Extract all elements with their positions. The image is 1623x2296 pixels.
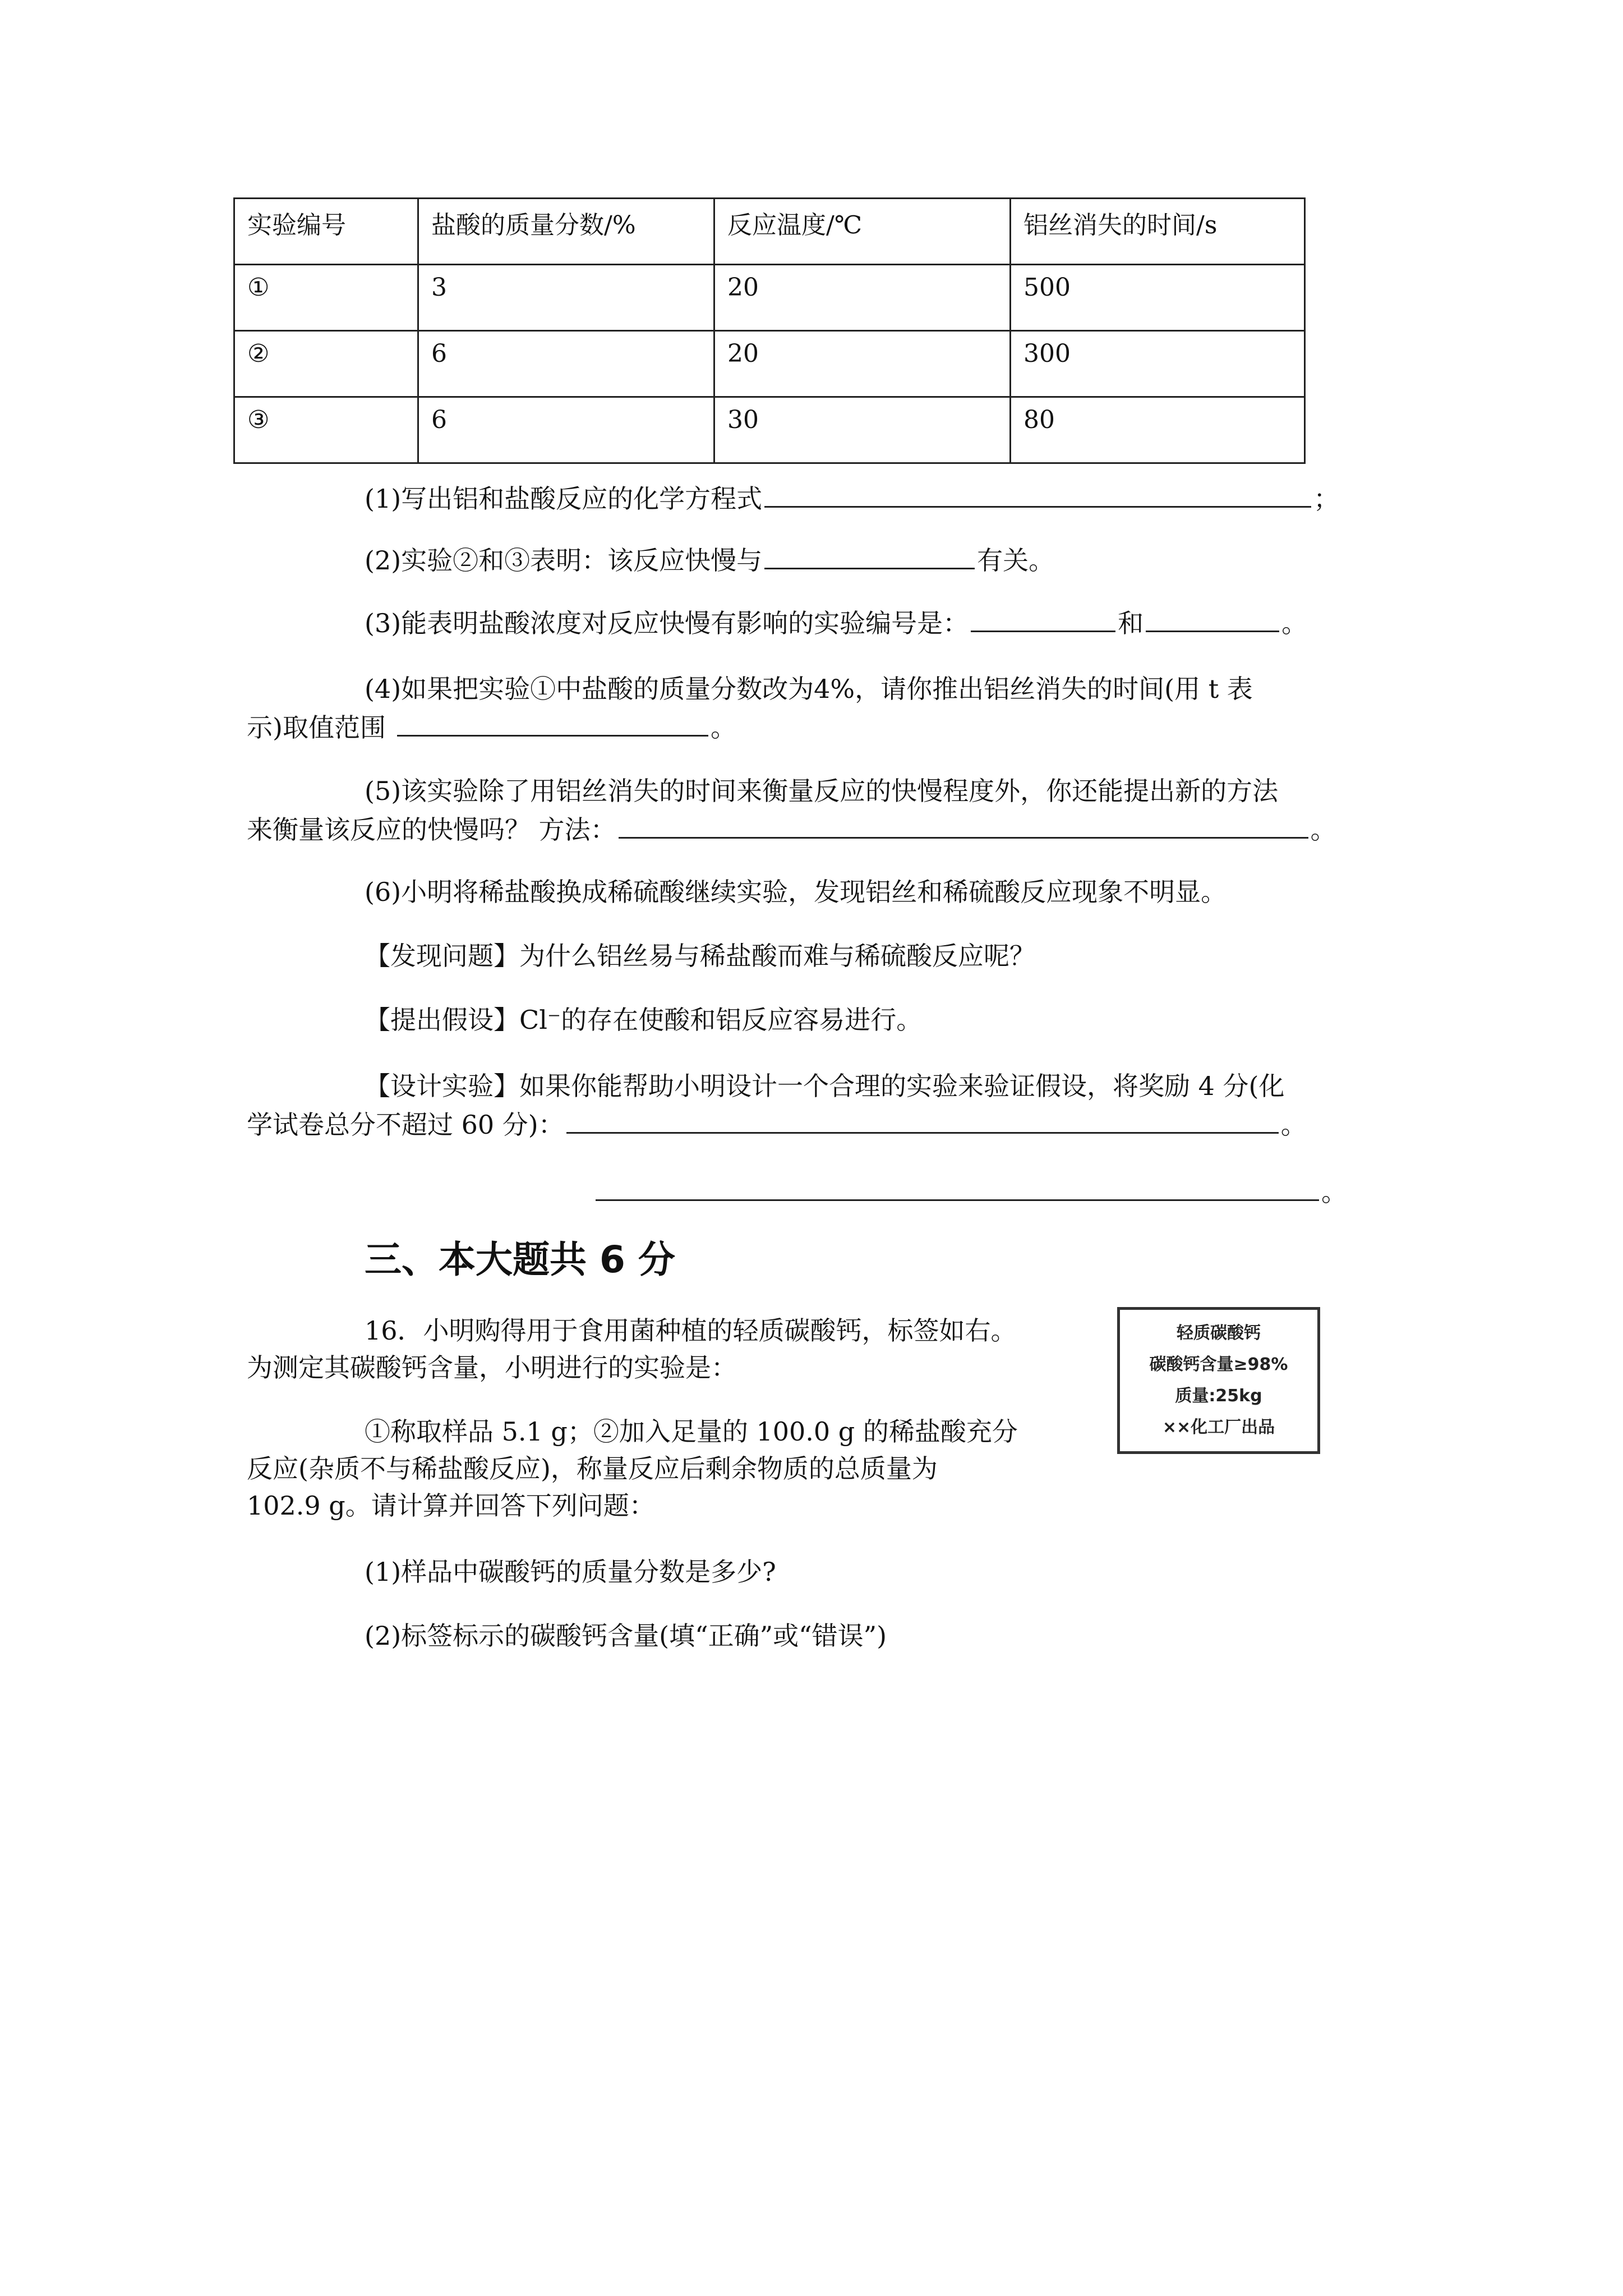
question-4-line-1: (4)如果把实验①中盐酸的质量分数改为4%，请你推出铝丝消失的时间(用 t 表 <box>365 674 1253 704</box>
table-cell: ② <box>234 331 418 397</box>
question-text: 。 <box>1310 815 1336 845</box>
table-cell: 500 <box>1011 265 1305 331</box>
table-cell: 30 <box>714 397 1011 463</box>
table-cell: 80 <box>1011 397 1305 463</box>
problem-16-line-2: 为测定其碳酸钙含量，小明进行的实验是： <box>247 1352 737 1383</box>
answer-blank[interactable] <box>397 709 708 737</box>
table-row <box>234 331 1305 397</box>
label-content: 碳酸钙含量≥98% <box>1149 1355 1288 1374</box>
question-text: ； <box>1313 484 1340 514</box>
experiment-table <box>233 197 1306 464</box>
answer-blank[interactable] <box>566 1106 1279 1134</box>
question-text: 示)取值范围 <box>247 712 386 743</box>
problem-16-sub-2: (2)标签标示的碳酸钙含量(填“正确”或“错误”) <box>365 1621 887 1651</box>
question-text: 有关。 <box>977 545 1055 576</box>
table-cell: ① <box>234 265 418 331</box>
question-text: (3)能表明盐酸浓度对反应快慢有影响的实验编号是： <box>365 608 969 638</box>
answer-blank[interactable] <box>1146 605 1279 632</box>
question-text: (1)写出铝和盐酸反应的化学方程式 <box>365 484 763 514</box>
question-text: (2)实验②和③表明：该反应快慢与 <box>365 545 763 576</box>
label-title: 轻质碳酸钙 <box>1177 1323 1261 1343</box>
find-problem: 【发现问题】为什么铝丝易与稀盐酸而难与稀硫酸反应呢？ <box>365 941 1035 971</box>
product-label <box>1117 1307 1320 1454</box>
question-2 <box>365 542 1054 577</box>
question-text: 学试卷总分不超过 60 分)： <box>247 1110 564 1140</box>
table-header-cell: 盐酸的质量分数/% <box>418 199 714 265</box>
problem-16-sub-1: (1)样品中碳酸钙的质量分数是多少? <box>365 1557 776 1587</box>
table-header-row <box>234 199 1305 265</box>
problem-16-line-5: 102.9 g。请计算并回答下列问题： <box>247 1490 655 1521</box>
answer-blank[interactable] <box>764 480 1311 508</box>
question-6: (6)小明将稀盐酸换成稀硫酸继续实验，发现铝丝和稀硫酸反应现象不明显。 <box>365 877 1227 907</box>
table-cell: 6 <box>418 397 714 463</box>
question-5-line-2 <box>247 811 1336 846</box>
answer-blank[interactable] <box>596 1174 1319 1201</box>
question-1 <box>365 480 1339 516</box>
question-4-line-2 <box>247 709 736 744</box>
question-text: 和 <box>1118 608 1144 638</box>
question-text: 。 <box>1281 608 1308 638</box>
question-text: 。 <box>1321 1177 1347 1207</box>
table-cell: 3 <box>418 265 714 331</box>
table-header-cell: 铝丝消失的时间/s <box>1011 199 1305 265</box>
problem-16-line-3: ①称取样品 5.1 g；②加入足量的 100.0 g 的稀盐酸充分 <box>365 1416 1018 1447</box>
table-header-cell: 实验编号 <box>234 199 418 265</box>
question-text: 。 <box>1280 1110 1307 1140</box>
answer-blank[interactable] <box>971 605 1115 632</box>
question-text: 来衡量该反应的快慢吗？ 方法： <box>247 815 616 845</box>
table-cell: 20 <box>714 331 1011 397</box>
table-header-cell: 反应温度/℃ <box>714 199 1011 265</box>
question-text: 。 <box>710 712 736 743</box>
table-row <box>234 265 1305 331</box>
label-mass: 质量:25kg <box>1175 1386 1262 1406</box>
answer-blank[interactable] <box>619 811 1308 839</box>
problem-16-line-4: 反应(杂质不与稀盐酸反应)，称量反应后剩余物质的总质量为 <box>247 1453 938 1484</box>
table-cell: ③ <box>234 397 418 463</box>
table-row <box>234 397 1305 463</box>
label-maker: ××化工厂出品 <box>1162 1418 1275 1437</box>
table-cell: 300 <box>1011 331 1305 397</box>
answer-blank[interactable] <box>764 542 975 569</box>
design-experiment-line-1: 【设计实验】如果你能帮助小明设计一个合理的实验来验证假设，将奖励 4 分(化 <box>365 1071 1285 1101</box>
section-heading: 三、本大题共 6 分 <box>365 1238 675 1281</box>
question-3 <box>365 605 1307 640</box>
hypothesis: 【提出假设】Cl⁻的存在使酸和铝反应容易进行。 <box>365 1005 923 1035</box>
table-cell: 6 <box>418 331 714 397</box>
table-cell: 20 <box>714 265 1011 331</box>
design-experiment-line-3 <box>593 1174 1347 1209</box>
question-5-line-1: (5)该实验除了用铝丝消失的时间来衡量反应的快慢程度外，你还能提出新的方法 <box>365 776 1279 806</box>
design-experiment-line-2 <box>247 1106 1307 1142</box>
problem-16-line-1: 16．小明购得用于食用菌种植的轻质碳酸钙，标签如右。 <box>365 1315 1017 1346</box>
